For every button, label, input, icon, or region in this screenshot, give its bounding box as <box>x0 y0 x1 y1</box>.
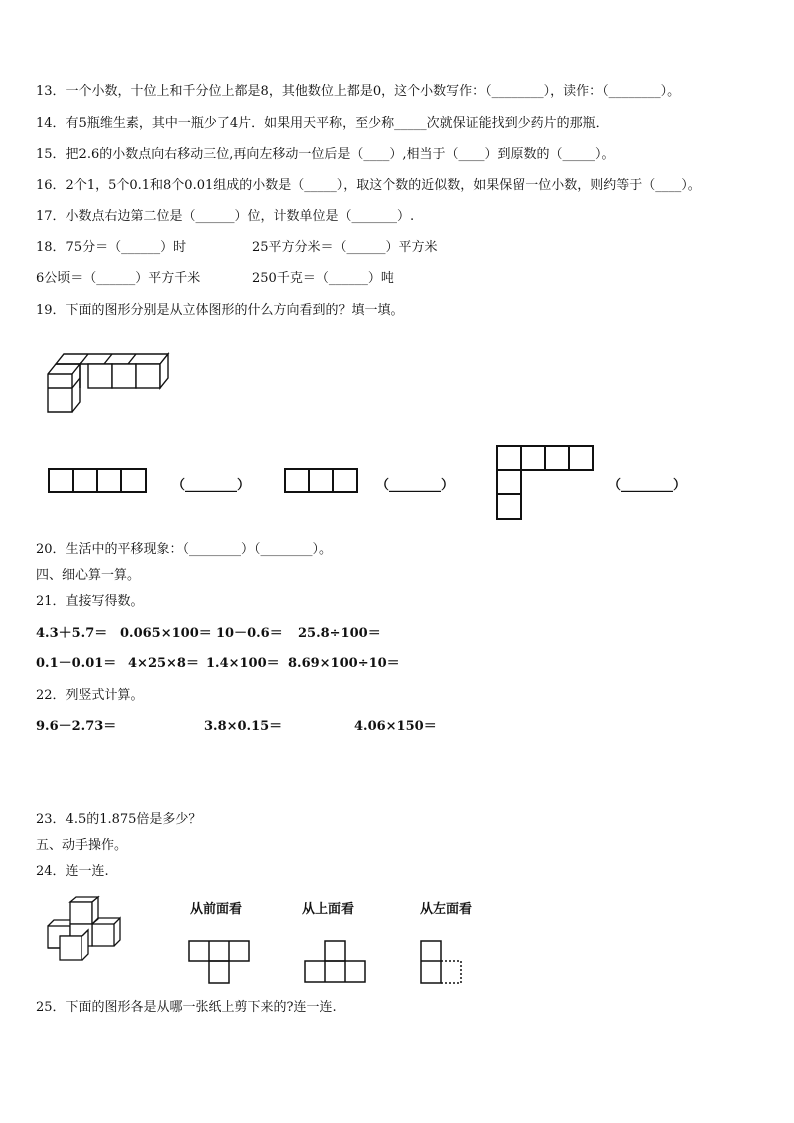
question-20: 20．生活中的平移现象：（________）（________）。 <box>36 542 333 557</box>
question-15: 15．把2.6的小数点向右移动三位,再向左移动一位后是（____）,相当于（____）到原数的（_____）。 <box>36 147 615 162</box>
question-13: 13．一个小数，十位上和千分位上都是8，其他数位上都是0，这个小数写作：（________），读作：（________）。 <box>36 84 681 99</box>
q21-item: 0.065×100＝ <box>120 626 212 641</box>
q21-item: 4.3＋5.7＝ <box>36 626 108 641</box>
section-5-heading: 五、动手操作。 <box>36 838 128 853</box>
question-18-b: 25平方分米＝（______）平方米 <box>252 240 438 255</box>
question-16: 16．2个1，5个0.1和8个0.01组成的小数是（_____），取这个数的近似数，如果保留一位小数，则约等于（____）。 <box>36 178 701 193</box>
q21-item: 8.69×100÷10＝ <box>288 656 400 671</box>
q19-view-2 <box>284 468 360 494</box>
q19-blank-3[interactable]: （________） <box>608 478 687 493</box>
q19-blank-1[interactable]: （________） <box>172 478 251 493</box>
q24-view-2 <box>304 940 368 986</box>
question-14: 14．有5瓶维生素，其中一瓶少了4片．如果用天平称，至少称_____次就保证能找到少药片的那瓶． <box>36 116 609 131</box>
q24-label-left: 从左面看 <box>420 902 473 917</box>
q21-item: 10－0.6＝ <box>216 626 283 641</box>
q24-label-front: 从前面看 <box>190 902 243 917</box>
question-17: 17．小数点右边第二位是（______）位，计数单位是（_______）. <box>36 209 415 224</box>
q19-blank-2[interactable]: （________） <box>376 478 455 493</box>
q22-item: 9.6－2.73＝ <box>36 719 117 734</box>
q22-item: 4.06×150＝ <box>354 719 437 734</box>
q24-label-top: 从上面看 <box>302 902 355 917</box>
question-22: 22．列竖式计算。 <box>36 688 144 703</box>
q22-item: 3.8×0.15＝ <box>204 719 283 734</box>
q21-item: 0.1－0.01＝ <box>36 656 117 671</box>
question-24: 24．连一连. <box>36 864 109 879</box>
q19-view-3 <box>496 445 596 523</box>
q19-solid-figure <box>44 350 174 415</box>
question-21: 21．直接写得数。 <box>36 594 144 609</box>
q21-item: 25.8÷100＝ <box>298 626 381 641</box>
q24-view-3 <box>420 940 466 986</box>
q24-solid-figure <box>42 896 138 964</box>
q24-view-1 <box>188 940 252 986</box>
question-23: 23．4.5的1.875倍是多少？ <box>36 812 202 827</box>
question-18-c: 6公顷＝（______）平方千米 <box>36 271 201 286</box>
q21-item: 1.4×100＝ <box>206 656 280 671</box>
q21-item: 4×25×8＝ <box>128 656 199 671</box>
question-25: 25．下面的图形各是从哪一张纸上剪下来的?连一连. <box>36 1000 337 1015</box>
section-4-heading: 四、细心算一算。 <box>36 568 141 583</box>
question-18-d: 250千克＝（______）吨 <box>252 271 394 286</box>
question-18-a: 18．75分＝（______）时 <box>36 240 187 255</box>
question-19: 19．下面的图形分别是从立体图形的什么方向看到的？填一填。 <box>36 303 404 318</box>
q19-view-1 <box>48 468 148 494</box>
